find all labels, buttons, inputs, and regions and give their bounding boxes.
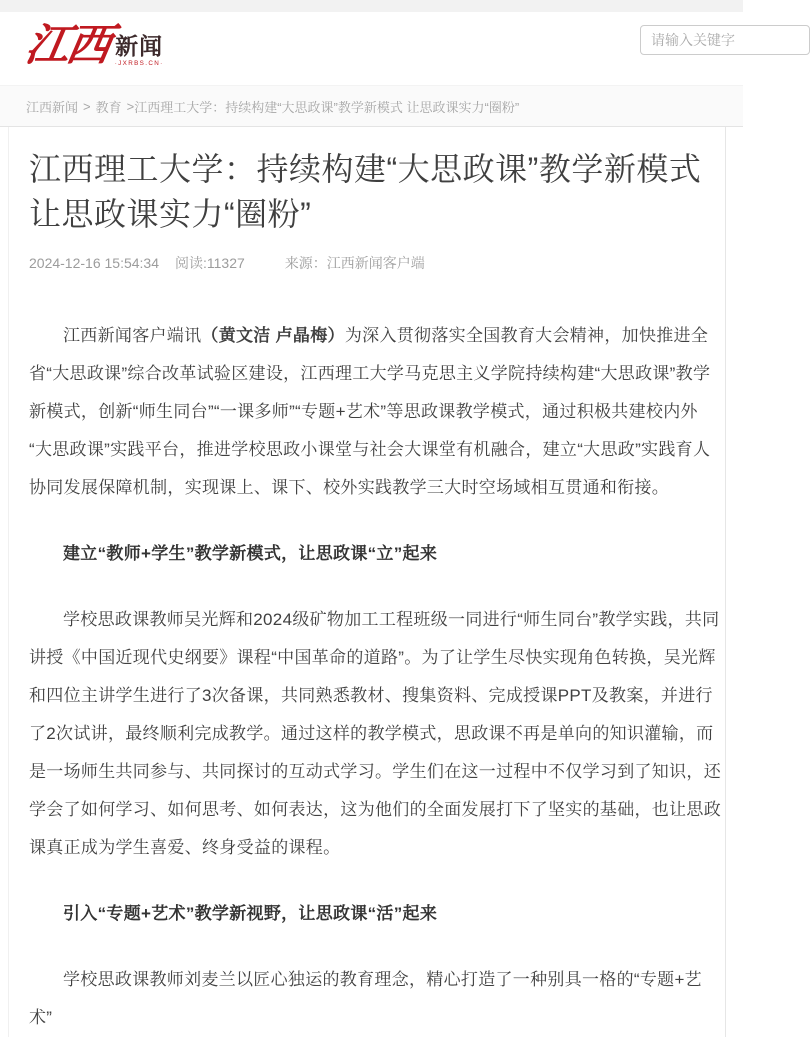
breadcrumb-section-link[interactable]: 教育 bbox=[95, 99, 122, 115]
search-box bbox=[640, 25, 810, 55]
site-logo[interactable] bbox=[21, 20, 166, 72]
logo-right-block bbox=[112, 34, 166, 67]
logo-domain-text: ·JXRBS.CN· bbox=[114, 60, 164, 67]
article-subheading: 引入“专题+艺术”教学新视野，让思政课“活”起来 bbox=[63, 904, 438, 923]
breadcrumb-separator: > bbox=[83, 98, 91, 114]
article-meta bbox=[29, 253, 719, 273]
site-header bbox=[0, 12, 743, 86]
article-title: 江西理工大学：持续构建“大思政课”教学新模式 让思政课实力“圈粉” bbox=[29, 151, 702, 232]
article-paragraph: 学校思政课教师吴光辉和2024级矿物加工工程班级一同进行“师生同台”教学实践，共同讲授《中国近现代史纲要》课程“中国革命的道路”。为了让学生尽快实现角色转换，吴光辉和四位主讲学生进行了3次备课，共同熟悉教材、搜集资料、完成授课PPT及教案，并进行了2次试讲，最终顺利完成教学。通过这样的教学模式，思政课不再是单向的知识灌输，而是一场师生共同参与、共同探讨的互动式学习。学生们在这一过程中不仅学习到了知识，还学会了如何学习、如何思考、如何表达，这为他们的全面发展打下了坚实的基础，也让思政课真正成为学生喜爱、终身受益的课程。 bbox=[29, 610, 721, 857]
logo-calligraphy-text: 江西 bbox=[21, 20, 113, 71]
publish-datetime: 2024-12-16 15:54:34 bbox=[29, 255, 159, 271]
article-subheading: 建立“教师+学生”教学新模式，让思政课“立”起来 bbox=[63, 544, 438, 563]
paragraph1-prefix: 江西新闻客户端讯 bbox=[63, 326, 202, 345]
read-count: 阅读:11327 bbox=[175, 255, 245, 271]
paragraph1-body: 为深入贯彻落实全国教育大会精神，加快推进全省“大思政课”综合改革试验区建设，江西理工大学马克思主义学院持续构建“大思政课”教学新模式，创新“师生同台”“一课多师”“专题+艺术”等思政课教学模式，通过积极共建校内外“大思政课”实践平台，推进学校思政小课堂与社会大课堂有机融合，建立“大思政”实践育人协同发展保障机制，实现课上、课下、校外实践教学三大时空场域相互贯通和衔接。 bbox=[29, 326, 711, 497]
article-card bbox=[8, 127, 726, 1037]
article-body bbox=[29, 317, 721, 1037]
breadcrumb-current-page: 江西理工大学：持续构建“大思政课”教学新模式 让思政课实力“圈粉” bbox=[134, 99, 520, 115]
breadcrumb-home-link[interactable]: 江西新闻 bbox=[26, 99, 79, 115]
search-input[interactable] bbox=[640, 25, 810, 55]
logo-news-text: 新闻 bbox=[115, 33, 164, 59]
article-paragraph bbox=[29, 317, 721, 507]
breadcrumb bbox=[0, 86, 743, 127]
article-paragraph: 学校思政课教师刘麦兰以匠心独运的教育理念，精心打造了一种别具一格的“专题+艺术” bbox=[29, 970, 702, 1027]
page-top-strip bbox=[0, 0, 743, 12]
paragraph1-authors: （黄文洁 卢晶梅） bbox=[201, 326, 345, 345]
breadcrumb-separator: > bbox=[126, 98, 135, 114]
article-source: 来源：江西新闻客户端 bbox=[284, 255, 425, 271]
